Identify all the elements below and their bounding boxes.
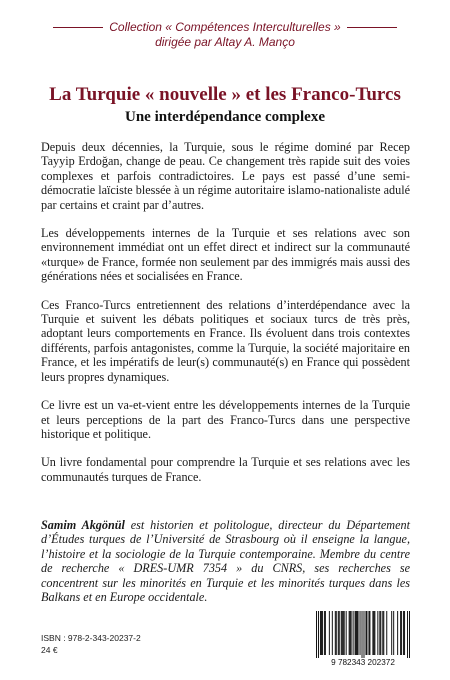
barcode-bar bbox=[324, 611, 325, 655]
barcode-bar bbox=[351, 611, 352, 655]
series-director: dirigée par Altay A. Manço bbox=[155, 35, 295, 49]
barcode-bar bbox=[349, 611, 350, 655]
barcode-bar bbox=[329, 611, 330, 655]
barcode-bar bbox=[374, 611, 375, 655]
price: 24 € bbox=[41, 645, 58, 655]
barcode-bar bbox=[380, 611, 381, 655]
barcode-bar bbox=[325, 611, 326, 655]
book-subtitle: Une interdépendance complexe bbox=[125, 109, 325, 125]
barcode-bar bbox=[322, 611, 323, 655]
barcode-bar bbox=[342, 611, 343, 655]
back-cover-blurb bbox=[41, 140, 410, 498]
barcode bbox=[313, 611, 413, 667]
barcode-bar bbox=[358, 611, 359, 655]
barcode-bar bbox=[397, 611, 398, 655]
barcode-bar bbox=[369, 611, 370, 655]
barcode-bar bbox=[393, 611, 394, 655]
blurb-paragraph: Depuis deux décennies, la Turquie, sous le régime dominé par Recep Tayyip Erdoğan, change de peau. Ce changement très rapide suit des voies complexes et parfois contradictoires. Le pays est passé d’une semi-démocratie laïciste blessée à un régime autoritaire islamo-nationaliste adulé par certains et craint par d’autres. bbox=[41, 140, 410, 212]
barcode-bar bbox=[386, 611, 387, 655]
series-line-1 bbox=[0, 20, 450, 35]
barcode-bar bbox=[321, 611, 322, 655]
barcode-bar bbox=[356, 611, 357, 655]
barcode-bar bbox=[382, 611, 383, 655]
barcode-bar bbox=[363, 611, 364, 658]
barcode-bar bbox=[400, 611, 401, 655]
barcode-bar bbox=[362, 611, 363, 658]
barcode-bar bbox=[383, 611, 384, 655]
barcode-bar bbox=[372, 611, 373, 655]
barcode-bar bbox=[407, 611, 408, 658]
barcode-bar bbox=[391, 611, 392, 655]
barcode-bar bbox=[366, 611, 367, 655]
barcode-bar bbox=[341, 611, 342, 655]
blurb-paragraph: Ce livre est un va-et-vient entre les développements internes de la Turquie et leurs perceptions de la part des Franco-Turcs dans une perspective historique et politique. bbox=[41, 398, 410, 441]
barcode-bar bbox=[368, 611, 369, 655]
author-bio bbox=[41, 518, 410, 604]
blurb-paragraph: Un livre fondamental pour comprendre la Turquie et ses relations avec les communautés turques de France. bbox=[41, 455, 410, 484]
barcode-bar bbox=[320, 611, 321, 655]
barcode-bar bbox=[401, 611, 402, 655]
author-name: Samim Akgönül bbox=[41, 518, 125, 532]
series-rule-right bbox=[347, 27, 397, 28]
barcode-bar bbox=[336, 611, 337, 655]
series-name: Collection « Compétences Interculturelles » bbox=[109, 20, 341, 34]
barcode-bar bbox=[335, 611, 336, 655]
barcode-bar bbox=[343, 611, 344, 655]
barcode-bar bbox=[377, 611, 378, 655]
barcode-bar bbox=[357, 611, 358, 655]
barcode-bar bbox=[316, 611, 317, 658]
book-title: La Turquie « nouvelle » et les Franco-Turcs bbox=[49, 84, 401, 105]
barcode-bar bbox=[403, 611, 404, 655]
barcode-bar bbox=[346, 611, 347, 655]
barcode-bar bbox=[409, 611, 410, 658]
barcode-bar bbox=[360, 611, 361, 655]
barcode-bar bbox=[355, 611, 356, 655]
barcode-bar bbox=[379, 611, 380, 655]
barcode-bar bbox=[404, 611, 405, 655]
barcode-bar bbox=[350, 611, 351, 655]
barcode-bar bbox=[318, 611, 319, 658]
barcode-bar bbox=[344, 611, 345, 655]
barcode-bar bbox=[373, 611, 374, 655]
barcode-bar bbox=[353, 611, 354, 655]
barcode-bar bbox=[339, 611, 340, 655]
blurb-paragraph: Ces Franco-Turcs entretiennent des relations d’interdépendance avec la Turquie et suivent les débats politiques et sociaux turcs de très près, adoptant leurs comportements en France. Ils évoluent dans trois contextes différents, parfois antagonistes, comme la Turquie, la société majoritaire en France, et les impératifs de leur(s) communauté(s) en France qui possèdent leurs propres dynamiques. bbox=[41, 297, 410, 384]
barcode-bar bbox=[338, 611, 339, 655]
series-header bbox=[0, 20, 450, 50]
blurb-paragraph: Les développements internes de la Turquie et ses relations avec son environnement immédiat ont un effet direct et indirect sur la communauté «turque» de France, formée non seulement par des immigrés mais aussi des générations nées et socialisées en France. bbox=[41, 226, 410, 284]
author-bio-text: est historien et politologue, directeur du Département d’Études turques de l’Université de Strasbourg où il enseigne la langue, l’histoire et la sociologie de la Turquie contemporaine. Membre du centre de recherche « DRES-UMR 7354 » du CNRS, ses recherches se concentrent sur les minorités en Turquie et les minorités turques dans les Balkans et en Europe occidentale. bbox=[41, 518, 410, 605]
isbn-block bbox=[41, 632, 141, 656]
barcode-bars bbox=[316, 611, 410, 658]
barcode-bar bbox=[332, 611, 333, 655]
series-rule-left bbox=[53, 27, 103, 28]
barcode-bar bbox=[365, 611, 366, 655]
barcode-digits: 9 782343 202372 bbox=[331, 658, 395, 667]
isbn-number: ISBN : 978-2-343-20237-2 bbox=[41, 633, 141, 643]
